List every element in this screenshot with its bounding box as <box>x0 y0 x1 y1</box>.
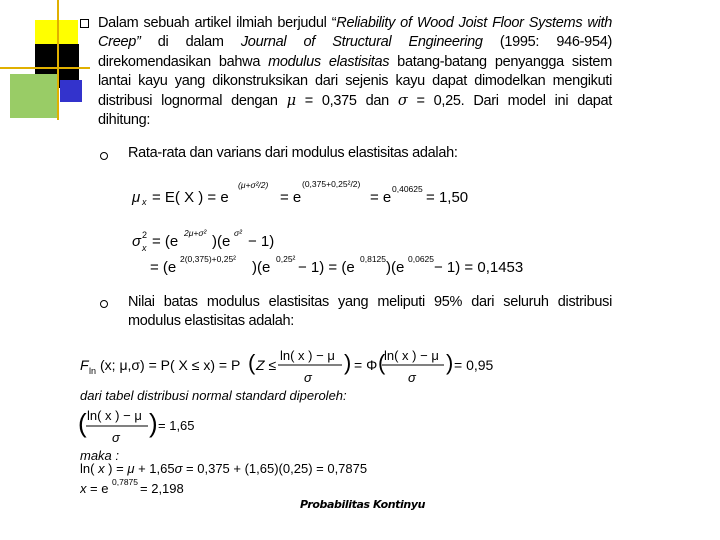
svg-text:): ) <box>344 350 352 375</box>
svg-text:= e: = e <box>280 189 302 206</box>
svg-text:(x; μ,σ) = P( X ≤ x) = P: (x; μ,σ) = P( X ≤ x) = P <box>100 357 241 373</box>
x-equation <box>80 476 230 498</box>
svg-text:σ²: σ² <box>234 228 242 238</box>
footer-title: Probabilitas Kontinyu <box>300 498 426 511</box>
decor-blue-block <box>60 80 82 102</box>
bullet-limit-line-2: modulus elastisitas adalah: <box>128 313 294 329</box>
svg-text:− 1): − 1) <box>248 233 275 250</box>
svg-text:ln( x ) − μ: ln( x ) − μ <box>87 408 142 423</box>
mean-equation <box>130 172 470 208</box>
svg-text:x: x <box>80 481 87 496</box>
maka-label: maka : <box>80 448 120 463</box>
svg-text:= (e: = (e <box>152 233 179 250</box>
svg-text:(: ( <box>378 350 386 375</box>
svg-text:): ) <box>446 350 454 375</box>
svg-text:)(e: )(e <box>386 259 405 276</box>
table-note: dari tabel distribusi normal standard diperoleh: <box>80 388 347 403</box>
svg-text:= e: = e <box>90 481 109 496</box>
svg-text:= Φ: = Φ <box>354 357 378 373</box>
svg-text:σ: σ <box>304 370 312 385</box>
svg-text:σ: σ <box>112 430 120 445</box>
z-equation <box>78 404 218 448</box>
svg-text:): ) <box>149 408 158 438</box>
para-line-4: lantai kayu yang dikonstruksikan dari sejenis kayu dapat dimodelkan mengikuti <box>98 73 612 90</box>
svg-text:= (e: = (e <box>150 259 177 276</box>
svg-text:)(e: )(e <box>212 233 231 250</box>
svg-text:(: ( <box>78 408 87 438</box>
svg-text:ln( x ) − μ: ln( x ) − μ <box>280 348 335 363</box>
var-exp-a: 2(0,375)+0,25² <box>180 254 236 264</box>
mean-exp-1: (μ+σ²/2) <box>238 180 269 190</box>
square-bullet-icon <box>80 19 89 28</box>
para-line-1: Dalam sebuah artikel ilmiah berjudul “Reliability of Wood Joist Floor Systems with <box>98 15 612 31</box>
para-line-2: Creep” di dalam Journal of Structural Engineering (1995: 946-954) <box>98 34 612 51</box>
svg-text:ln( x ) − μ: ln( x ) − μ <box>384 348 439 363</box>
bullet-limit-line-1: Nilai batas modulus elastisitas yang meliputi 95% dari seluruh distribusi <box>128 294 612 310</box>
para-line-6: dihitung: <box>98 112 151 129</box>
svg-text:)(e: )(e <box>252 259 271 276</box>
mean-exp-2: (0,375+0,25²/2) <box>302 179 361 189</box>
variance-equation <box>130 218 330 254</box>
ring-bullet-icon <box>100 152 108 160</box>
svg-text:2μ+σ²: 2μ+σ² <box>184 228 207 238</box>
svg-text:x: x <box>142 197 147 207</box>
cdf-equation <box>78 340 498 388</box>
decor-green-block <box>10 74 58 118</box>
mean-result: = 1,50 <box>426 189 469 206</box>
svg-text:= E( X ) = e: = E( X ) = e <box>152 189 229 206</box>
x-result: = 2,198 <box>140 481 184 496</box>
svg-text:= e: = e <box>370 189 392 206</box>
svg-text:F: F <box>80 357 89 373</box>
decor-horizontal-line <box>0 67 90 69</box>
svg-text:σ: σ <box>132 233 142 250</box>
var-exp-b: 0,25² <box>276 254 296 264</box>
ring-bullet-icon <box>100 300 108 308</box>
svg-text:Z ≤: Z ≤ <box>256 357 277 373</box>
variance-result: − 1) = 0,1453 <box>434 259 524 276</box>
para-line-5: distribusi lognormal dengan μ = 0,375 dan σ = 0,25. Dari model ini dapat <box>98 92 612 109</box>
variance-equation-numeric <box>130 250 550 280</box>
cdf-result: = 0,95 <box>454 357 494 373</box>
svg-text:x: x <box>142 243 147 253</box>
svg-text:0,7875: 0,7875 <box>112 477 138 487</box>
svg-text:ln: ln <box>89 366 97 376</box>
svg-text:− 1) = (e: − 1) = (e <box>298 259 355 276</box>
var-exp-d: 0,0625 <box>408 254 434 264</box>
svg-text:σ: σ <box>408 370 416 385</box>
decor-vertical-line <box>57 0 59 120</box>
svg-text:(: ( <box>248 350 256 375</box>
mean-exp-3: 0,40625 <box>392 184 423 194</box>
svg-text:2: 2 <box>142 230 148 240</box>
z-result: = 1,65 <box>158 418 195 433</box>
svg-text:μ: μ <box>132 189 141 206</box>
intro-paragraph <box>98 14 612 130</box>
var-exp-c: 0,8125 <box>360 254 386 264</box>
bullet-mean-variance: Rata-rata dan varians dari modulus elastisitas adalah: <box>128 145 458 161</box>
para-line-3: direkomendasikan bahwa modulus elastisitas batang-batang penyangga sistem <box>98 53 612 70</box>
ln-equation: ln( x ) = μ + 1,65σ = 0,375 + (1,65)(0,25) = 0,7875 <box>80 461 368 476</box>
